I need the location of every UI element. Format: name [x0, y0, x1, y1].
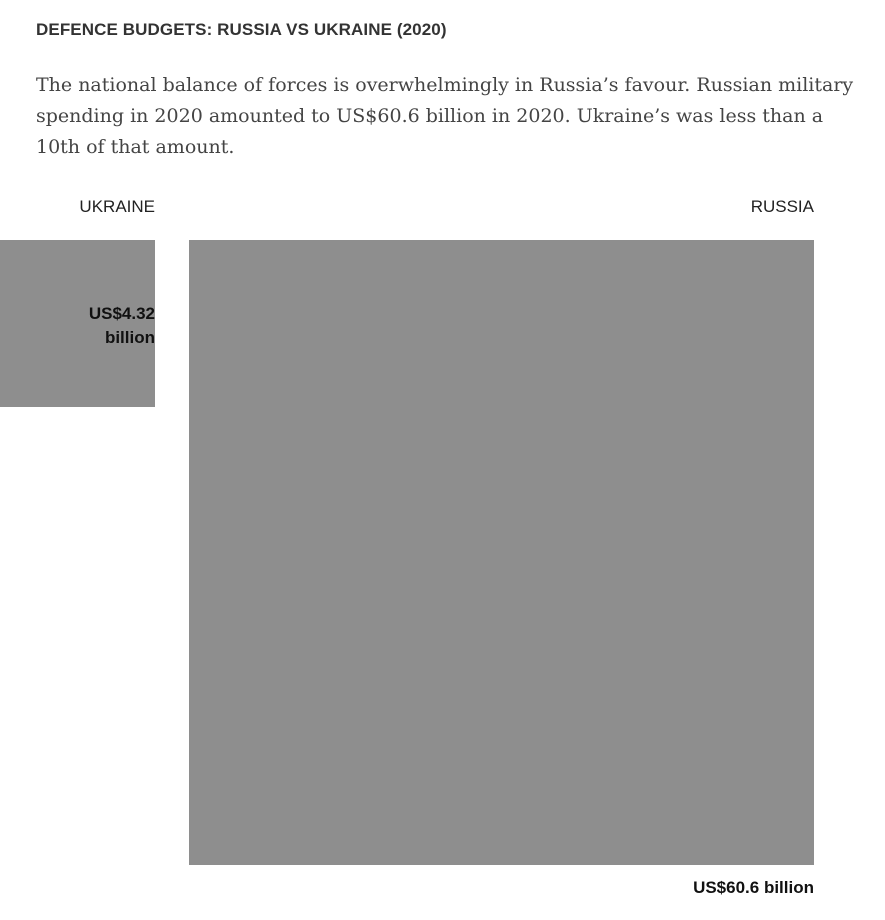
chart-description: The national balance of forces is overwhelmingly in Russia’s favour. Russian military spending in 2020 amounted to US$60.6 billion in 2020. Ukraine’s was less than a 10th of that amount. — [36, 74, 854, 158]
ukraine-value-label: US$4.32 billion — [88, 304, 155, 347]
chart-title: DEFENCE BUDGETS: RUSSIA VS UKRAINE (2020) — [36, 20, 447, 39]
russia-value-label: US$60.6 billion — [693, 878, 814, 897]
ukraine-label: UKRAINE — [79, 197, 155, 216]
russia-label: RUSSIA — [750, 197, 814, 216]
russia-square — [189, 240, 814, 865]
